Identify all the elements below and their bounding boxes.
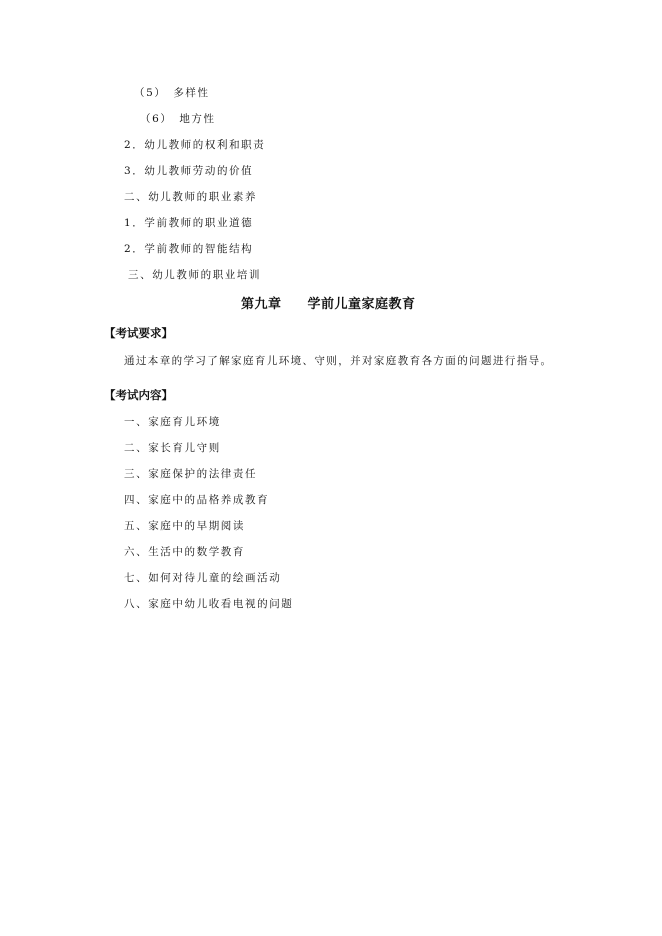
- list-item-locality: （6） 地方性: [140, 113, 216, 125]
- section-heading-training: 三、幼儿教师的职业培训: [128, 269, 262, 281]
- list-item-diversity: （5） 多样性: [134, 87, 210, 99]
- content-item-home-env: 一、家庭育儿环境: [124, 416, 221, 428]
- content-item-parent-rules: 二、家长育儿守则: [124, 442, 221, 454]
- content-item-legal-duty: 三、家庭保护的法律责任: [124, 468, 258, 480]
- content-item-character: 四、家庭中的品格养成教育: [124, 494, 270, 506]
- requirements-heading: 【考试要求】: [104, 326, 173, 340]
- list-item-rights-duties: 2．幼儿教师的权利和职责: [124, 139, 266, 151]
- chapter-title: [241, 293, 416, 312]
- content-item-math: 六、生活中的数学教育: [124, 546, 245, 558]
- list-item-labor-value: 3．幼儿教师劳动的价值: [124, 165, 254, 177]
- chapter-number: 第九章: [241, 297, 282, 312]
- content-item-reading: 五、家庭中的早期阅读: [124, 520, 245, 532]
- list-item-ethics: 1．学前教师的职业道德: [124, 217, 254, 229]
- list-item-intellect: 2．学前教师的智能结构: [124, 243, 254, 255]
- section-heading-literacy: 二、幼儿教师的职业素养: [124, 191, 258, 203]
- requirements-text: 通过本章的学习了解家庭育儿环境、守则，并对家庭教育各方面的问题进行指导。: [124, 355, 553, 367]
- chapter-name: 学前儿童家庭教育: [307, 297, 416, 312]
- content-item-tv: 八、家庭中幼儿收看电视的问题: [124, 598, 294, 610]
- content-heading: 【考试内容】: [104, 388, 173, 402]
- content-item-drawing: 七、如何对待儿童的绘画活动: [124, 572, 282, 584]
